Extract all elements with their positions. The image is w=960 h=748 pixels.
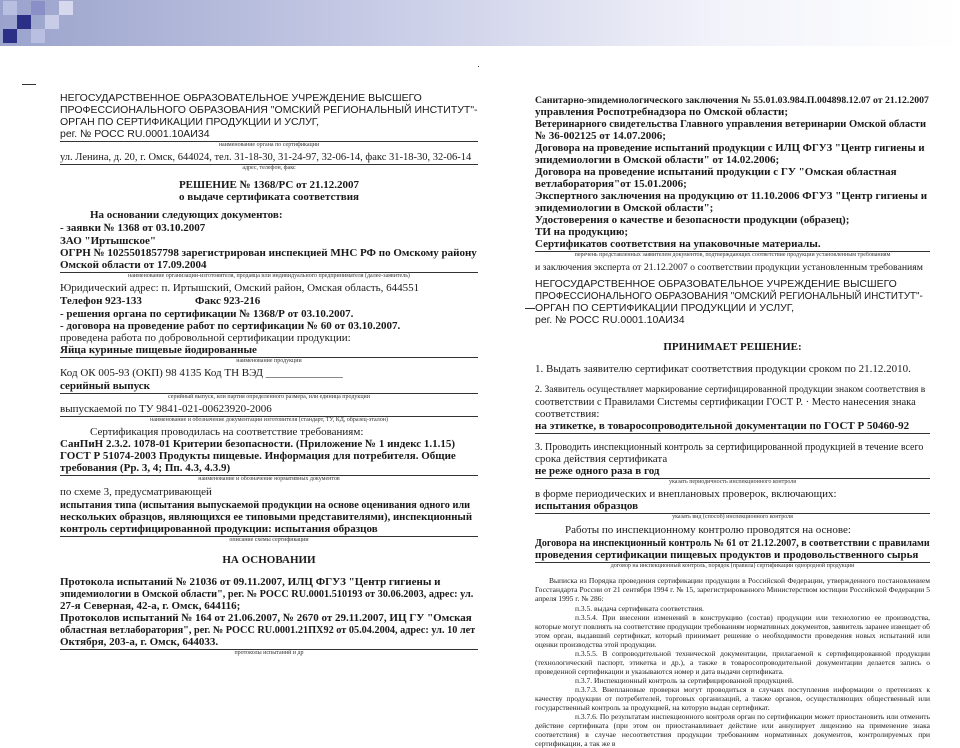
doc-line: и заключения эксперта от 21.12.2007 о соответствии продукции установленным требованиям bbox=[535, 262, 923, 273]
doc-line: эпидемиологии в Омской области"; bbox=[535, 202, 714, 214]
decision-heading: ПРИНИМАЕТ РЕШЕНИЕ: bbox=[663, 341, 802, 353]
decor-square bbox=[31, 29, 45, 43]
field-caption: протоколы испытаний и др bbox=[234, 650, 304, 656]
doc-line: Ветеринарного свидетельства Главного управления ветеринарии Омской области bbox=[535, 119, 927, 130]
decor-square bbox=[3, 1, 17, 15]
product-codes: Код ОК 005-93 (ОКП) 98 4135 Код ТН ВЭД ______________ bbox=[60, 367, 343, 379]
doc-line: контроль сертифицированной продукции: испытания образцов bbox=[60, 523, 378, 535]
decision-subtitle: о выдаче сертификата соответствия bbox=[179, 191, 359, 203]
doc-line: ветлаборатория"от 15.01.2006; bbox=[535, 178, 687, 190]
org-name-line: НЕГОСУДАРСТВЕННОЕ ОБРАЗОВАТЕЛЬНОЕ УЧРЕЖДЕНИЕ ВЫСШЕГО bbox=[60, 92, 422, 104]
doc-line: ГОСТ Р 51074-2003 Продукты пищевые. Информация для потребителя. Общие bbox=[60, 450, 456, 462]
excerpt-paragraph: п.3.7. Инспекционный контроль за сертифицированной продукцией. bbox=[575, 676, 794, 685]
fax: Факс 923-216 bbox=[195, 295, 261, 307]
decision-item: 1. Выдать заявителю сертификат соответствия продукции сроком по 21.12.2010. bbox=[535, 363, 911, 375]
slide-header-banner bbox=[0, 0, 960, 46]
org-name-line: НЕГОСУДАРСТВЕННОЕ ОБРАЗОВАТЕЛЬНОЕ УЧРЕЖДЕНИЕ ВЫСШЕГО bbox=[535, 278, 897, 290]
org-name-line: ОРГАН ПО СЕРТИФИКАЦИИ ПРОДУКЦИИ И УСЛУГ, bbox=[60, 116, 320, 128]
excerpt-paragraph: п.3.5.5. В сопроводительной технической документации, прилагаемой к сертифицированной продукции (технологический паспорт, этикетка и др.), а также в товаросопроводительной документации делается запись о проведенной сертификации и указываются номер и дата выдачи сертификата. bbox=[535, 649, 930, 676]
decor-square bbox=[17, 15, 31, 29]
decision-item: Договора на инспекционный контроль № 61 от 21.12.2007, в соответствии с правилами bbox=[535, 538, 930, 549]
doc-line: Омской области от 17.09.2004 bbox=[60, 259, 207, 271]
decision-item: 2. Заявитель осуществляет маркирование сертифицированной продукции знаком соответствия в bbox=[535, 385, 926, 395]
decision-item: соответствии с Правилами Системы сертификации ГОСТ Р. · Место нанесения знака bbox=[535, 397, 916, 408]
section-heading: НА ОСНОВАНИИ bbox=[222, 554, 316, 566]
field-caption: серийный выпуск, или партия определенного размера, или единица продукции bbox=[168, 394, 370, 400]
field-caption: договор на инспекционный контроль, порядок (правила) сертификации однородной продукции bbox=[610, 563, 855, 569]
excerpt-paragraph: п.3.5.4. При внесении изменений в конструкцию (состав) продукции или технологию ее производства, которые могут повлиять на соответствие продукции требованиям нормативных документов, заявитель заранее извещает об этом орган, выдавший сертификат, который принимает решение о необходимости проведения новых испытаний или оценки производства этой продукции. bbox=[535, 613, 931, 649]
field-caption: перечень представленных заявителем документов, подтверждающих соответствие продукции установленным требованиям bbox=[574, 252, 891, 258]
org-registration: рег. № РОСС RU.0001.10АИ34 bbox=[60, 128, 210, 140]
doc-line: серийный выпуск bbox=[60, 380, 150, 392]
protocol-line: Протоколов испытаний № 164 от 21.06.2007, № 2670 от 29.11.2007, ИЦ ГУ "Омская bbox=[60, 612, 472, 624]
doc-line: ЗАО "Иртышское" bbox=[60, 235, 156, 247]
decor-square bbox=[31, 1, 45, 15]
org-address: ул. Ленина, д. 20, г. Омск, 644024, тел. 31-18-30, 31-24-97, 32-06-14, факс 31-18-30, 32-06-14 bbox=[60, 152, 472, 163]
org-name-line: ПРОФЕССИОНАЛЬНОГО ОБРАЗОВАНИЯ "ОМСКИЙ РЕГИОНАЛЬНЫЙ ИНСТИТУТ"- bbox=[535, 291, 923, 302]
field-caption: указать вид (способ) инспекционного контроля bbox=[672, 514, 793, 520]
doc-line: по схеме 3, предусматривающей bbox=[60, 486, 212, 498]
doc-line: эпидемиологии в Омской области" от 14.02.2006; bbox=[535, 154, 780, 166]
underline bbox=[535, 433, 930, 434]
decor-square bbox=[45, 15, 59, 29]
doc-line: испытания типа (испытания выпускаемой продукции на основе оценивания одного или bbox=[60, 500, 471, 511]
scan-mark bbox=[22, 84, 36, 85]
doc-line: Удостоверения о качестве и безопасности продукции (образец); bbox=[535, 214, 850, 226]
doc-line: ОГРН № 1025501857798 зарегистрирован инспекцией МНС РФ по Омскому району bbox=[60, 247, 477, 259]
phone: Телефон 923-133 bbox=[60, 295, 142, 307]
decision-title: РЕШЕНИЕ № 1368/РС от 21.12.2007 bbox=[178, 179, 360, 191]
doc-line: - договора на проведение работ по сертификации № 60 от 03.10.2007. bbox=[60, 320, 401, 332]
org-name-line: ПРОФЕССИОНАЛЬНОГО ОБРАЗОВАНИЯ "ОМСКИЙ РЕГИОНАЛЬНЫЙ ИНСТИТУТ"- bbox=[60, 104, 478, 116]
protocol-line: Октября, 203-а, г. Омск, 644033. bbox=[60, 636, 219, 648]
field-caption: адрес, телефон, факс bbox=[242, 165, 296, 171]
decision-item: на этикетке, в товаросопроводительной документации по ГОСТ Р 50460-92 bbox=[535, 420, 910, 432]
doc-line: Сертификация проводилась на соответствие требованиям: bbox=[90, 426, 364, 438]
protocol-line: областная ветлаборатория", рег. № РОСС RU.0001.21ПХ92 от 05.04.2004, адрес: ул. 10 лет bbox=[60, 625, 476, 636]
decision-document-page-1 bbox=[60, 62, 478, 715]
protocol-line: Протокола испытаний № 21036 от 09.11.2007, ИЛЦ ФГУЗ "Центр гигиены и bbox=[60, 576, 441, 588]
doc-line: нескольких образцов, являющихся ее типовыми представителями), инспекционный bbox=[60, 511, 473, 523]
doc-line: Сертификатов соответствия на упаковочные материалы. bbox=[535, 238, 821, 250]
doc-line: - заявки № 1368 от 03.10.2007 bbox=[60, 222, 206, 234]
doc-line: Санитарно-эпидемиологического заключения № 55.01.03.984.П.004898.12.07 от 21.12.2007 bbox=[535, 95, 929, 106]
doc-line: СанПиН 2.3.2. 1078-01 Критерии безопасности. (Приложение № 1 индекс 1.1.15) bbox=[60, 438, 456, 450]
decision-item: Работы по инспекционному контролю проводятся на основе: bbox=[565, 524, 851, 536]
field-caption: наименование и обозначение нормативных документов bbox=[198, 476, 340, 482]
doc-line: управления Роспотребнадзора по Омской области; bbox=[535, 106, 788, 118]
decision-item: срока действия сертификата bbox=[535, 453, 668, 465]
decision-item: соответствия: bbox=[535, 408, 600, 420]
field-caption: наименование органа по сертификации bbox=[218, 142, 320, 148]
field-caption: описание схемы сертификации bbox=[229, 537, 309, 543]
decision-document-page-2 bbox=[535, 62, 931, 748]
doc-line: ТИ на продукцию; bbox=[535, 226, 629, 238]
protocol-line: эпидемиологии в Омской области", рег. № РОСС RU.0001.510193 от 30.06.2003, адрес: ул. bbox=[60, 589, 474, 600]
field-caption: указать периодичность инспекционного контроля bbox=[668, 479, 797, 485]
decision-item: в форме периодических и внеплановых проверок, включающих: bbox=[535, 488, 837, 500]
protocol-line: 27-я Северная, 42-а, г. Омск, 644116; bbox=[60, 600, 241, 612]
excerpt-paragraph: п.3.7.3. Внеплановые проверки могут проводиться в случаях поступления информации о претензиях к качеству продукции от потребителей, торговых организаций, а также органов, осуществляющих общественный или государственный контроль за продукцией, на которую выдан сертификат. bbox=[535, 685, 930, 712]
doc-line: Договора на проведение испытаний продукции с ГУ "Омская областная bbox=[535, 166, 897, 178]
field-caption: наименование организации-изготовителя, продавца или индивидуального предпринимателя (далее-заявитель) bbox=[128, 273, 410, 279]
decor-square bbox=[3, 29, 17, 43]
basis-heading: На основании следующих документов: bbox=[90, 209, 283, 221]
excerpt-paragraph: п.3.5. выдача сертификата соответствия. bbox=[575, 604, 704, 613]
field-caption: наименование и обозначение документации изготовителя (стандарт, ТУ, КД, образец-эталон) bbox=[150, 417, 388, 423]
doc-line: проведена работа по добровольной сертификации продукции: bbox=[60, 332, 351, 344]
decision-item: испытания образцов bbox=[535, 500, 639, 512]
doc-line: Юридический адрес: п. Иртышский, Омский район, Омская область, 644551 bbox=[60, 282, 420, 294]
doc-line: требования (Рр. 3, 4; Пп. 4.3, 4.3.9) bbox=[60, 462, 231, 474]
doc-line: выпускаемой по ТУ 9841-021-00623920-2006 bbox=[60, 403, 272, 415]
doc-line: Договора на проведение испытаний продукции с ИЛЦ ФГУЗ "Центр гигиены и bbox=[535, 142, 925, 154]
decision-item: 3. Проводить инспекционный контроль за сертифицированной продукцией в течение всего bbox=[535, 442, 924, 453]
doc-line: - решения органа по сертификации № 1368/Р от 03.10.2007. bbox=[60, 308, 354, 320]
product-name: Яйца куриные пищевые йодированные bbox=[60, 344, 257, 356]
field-caption: наименование продукции bbox=[236, 358, 302, 364]
decision-item: не реже одного раза в год bbox=[535, 465, 660, 477]
org-name-line: ОРГАН ПО СЕРТИФИКАЦИИ ПРОДУКЦИИ И УСЛУГ, bbox=[535, 302, 795, 314]
decision-item: проведения сертификации пищевых продуктов и продовольственного сырья bbox=[535, 549, 919, 561]
org-registration: рег. № РОСС RU.0001.10АИ34 bbox=[535, 314, 685, 326]
decor-square bbox=[59, 1, 73, 15]
doc-line: Экспертного заключения на продукцию от 11.10.2006 ФГУЗ "Центр гигиены и bbox=[535, 190, 928, 202]
excerpt-paragraph: п.3.7.6. По результатам инспекционного контроля орган по сертификации может приостановить или отменить действие сертификата (при этом он приостанавливает действие или аннулирует лицензию на применение знака соответствия) в случае несоответствия продукции требованиям нормативных документов, контролируемых при сертификации, а так же в bbox=[535, 712, 930, 748]
doc-line: № 36-002125 от 14.07.2006; bbox=[535, 130, 666, 142]
excerpt-paragraph: Выписка из Порядка проведения сертификации продукции в Российской Федерации, утвержденного постановлением Госстандарта России от 21 сентября 1994 г. № 15, зарегистрированного Министерством юстиции Российской Федерации 5 апреля 1995 г. № 286: bbox=[535, 576, 930, 603]
